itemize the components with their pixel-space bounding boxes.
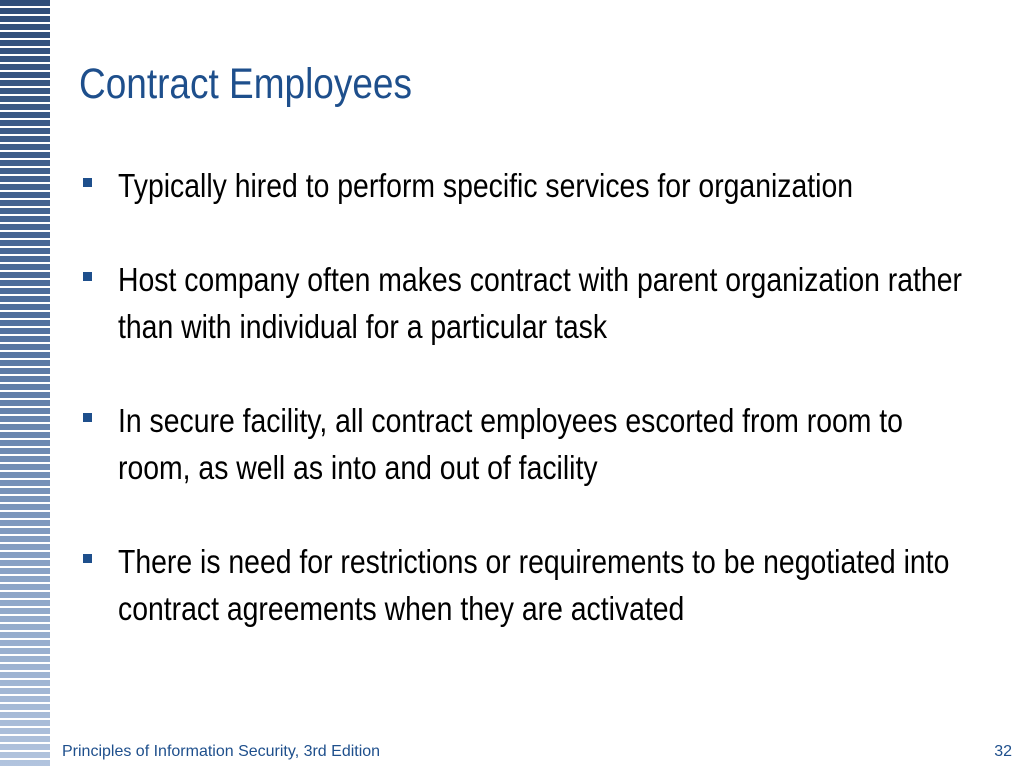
square-bullet-icon (83, 272, 92, 281)
bullet-item (82, 538, 982, 632)
square-bullet-icon (83, 413, 92, 422)
page-number: 32 (994, 743, 1012, 760)
bullet-text: In secure facility, all contract employees escorted from room to room, as well as into and out of facility (118, 402, 903, 486)
bullet-text: Host company often makes contract with parent organization rather than with individual for a particular task (118, 261, 962, 345)
slide-footer: Principles of Information Security, 3rd Edition (62, 743, 381, 760)
bullet-item (82, 256, 982, 350)
square-bullet-icon (83, 178, 92, 187)
bullet-item (82, 397, 982, 491)
bullet-list (82, 162, 982, 679)
bullet-text: Typically hired to perform specific services for organization (118, 167, 854, 204)
decorative-side-stripes (0, 0, 50, 768)
bullet-item (82, 162, 982, 209)
square-bullet-icon (83, 554, 92, 563)
bullet-text: There is need for restrictions or requirements to be negotiated into contract agreements when they are activated (118, 543, 950, 627)
side-divider (50, 0, 53, 768)
slide-title: Contract Employees (79, 60, 412, 108)
